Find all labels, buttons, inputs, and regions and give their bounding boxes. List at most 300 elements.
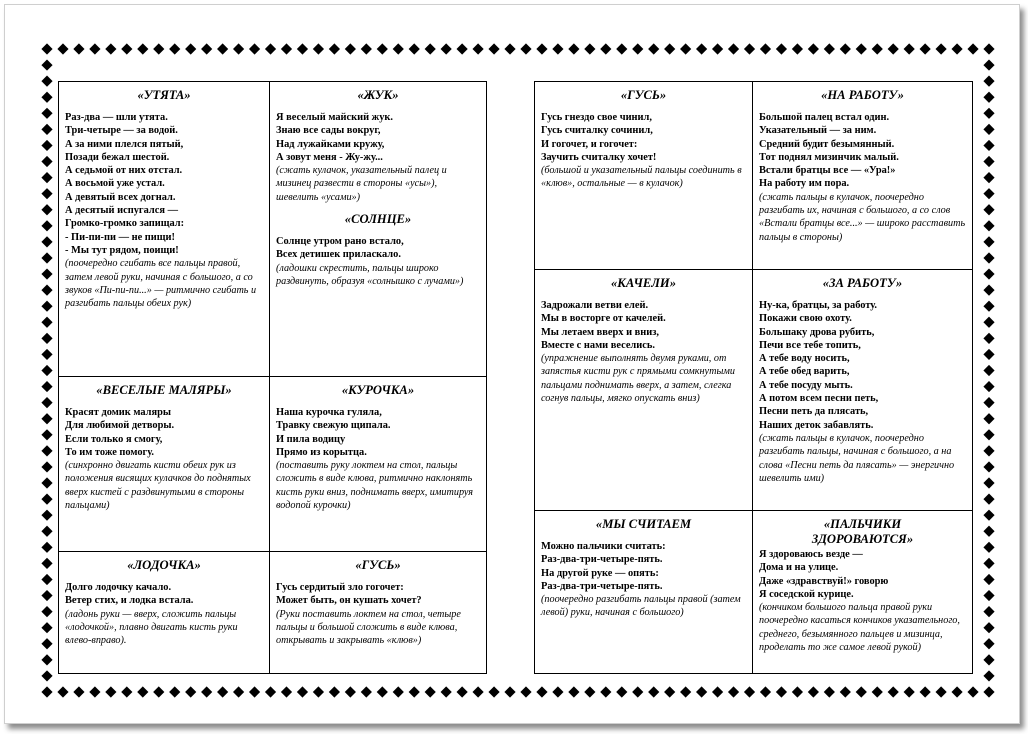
diamond-ornament (41, 429, 52, 440)
instruction-text: (поставить руку локтем на стол, пальцы сложить в виде клюва, ритмично наклонять кисть руки вниз, поднимать вверх, имитируя водопой курочки) (276, 460, 474, 512)
instruction-text: (ладошки скрестить, пальцы широко раздвинуть, образуя «солнышко с лучами») (276, 262, 464, 287)
card-lodochka (59, 552, 270, 674)
diamond-ornament (281, 43, 292, 54)
diamond-ornament (153, 43, 164, 54)
diamond-ornament (983, 606, 994, 617)
instruction-text: (поочередно сгибать все пальцы правой, затем левой руки, начиная с большого, а со звуков «Пи-пи-пи...» — ритмично сгибать и разгибать пальцы обеих рук) (65, 258, 257, 310)
diamond-ornament (41, 188, 52, 199)
diamond-ornament (872, 686, 883, 697)
diamond-ornament (89, 686, 100, 697)
diamond-ornament (568, 686, 579, 697)
poem-line: Наша курочка гуляла, (276, 407, 382, 418)
poem-line: Гусь сердитый зло гогочет: (276, 582, 404, 593)
diamond-ornament (41, 268, 52, 279)
instruction-text: (упражнение выполнять двумя руками, от запястья кисти рук с прямыми сомкнутыми пальцами поднимать вверх, а затем, слегка согнув пальцы, мягко опускать вниз) (541, 353, 735, 405)
diamond-ornament (712, 686, 723, 697)
poem-text (541, 540, 746, 593)
diamond-ornament (41, 622, 52, 633)
right-card-grid (534, 81, 973, 674)
diamond-ornament (983, 92, 994, 103)
diamond-ornament (951, 43, 962, 54)
poem-line: Над лужайками кружу, (276, 138, 385, 150)
diamond-ornament (983, 268, 994, 279)
diamond-ornament (967, 686, 978, 697)
diamond-ornament (616, 43, 627, 54)
diamond-ornament (536, 43, 547, 54)
poem-line: А девятый всех догнал. (65, 191, 176, 203)
diamond-ornament (824, 43, 835, 54)
instruction-text: (кончиком большого пальца правой руки поочередно касаться кончиков указательного, среднего, безымянного пальцев и мизинца, проделать то же самое левой рукой) (759, 602, 960, 654)
card-title: «ВЕСЕЛЫЕ МАЛЯРЫ» (96, 383, 232, 397)
poem-line: Даже «здравствуй!» говорю (759, 575, 889, 587)
diamond-ornament (393, 686, 404, 697)
diamond-ornament (936, 686, 947, 697)
poem-line: А тебе посуду мыть. (759, 379, 853, 391)
diamond-ornament (983, 236, 994, 247)
poem-line: Если только я смогу, (65, 433, 163, 445)
diamond-ornament (41, 236, 52, 247)
diamond-ornament (983, 638, 994, 649)
diamond-ornament (920, 43, 931, 54)
diamond-ornament (696, 43, 707, 54)
diamond-ornament (329, 686, 340, 697)
diamond-ornament (425, 43, 436, 54)
poem-line: Я соседской курице. (759, 588, 854, 600)
poem-line: Тот поднял мизинчик малый. (759, 151, 899, 163)
poem-text (276, 406, 480, 459)
poem-line: Песни петь да плясать, (759, 406, 869, 418)
diamond-ornament (983, 429, 994, 440)
diamond-ornament (393, 43, 404, 54)
poem-line: А десятый испугался — (65, 205, 178, 217)
poem-line: Указательный — за ним. (759, 125, 877, 137)
poem-line: Ветер стих, и лодка встала. (65, 595, 194, 607)
poem-line: - Пи-пи-пи — не пищи! (65, 231, 175, 243)
card-title: «УТЯТА» (137, 88, 191, 102)
diamond-ornament (983, 59, 994, 70)
card-zhuk (270, 82, 487, 377)
poem-line: И пила водицу (276, 433, 346, 445)
diamond-ornament (41, 365, 52, 376)
diamond-ornament (41, 172, 52, 183)
card-title-line: «ПАЛЬЧИКИ (823, 517, 902, 531)
diamond-ornament (41, 461, 52, 472)
diamond-ornament (983, 445, 994, 456)
poem-text (759, 111, 966, 191)
diamond-ornament (983, 461, 994, 472)
poem-line: Для любимой детворы. (65, 420, 175, 432)
poem-line: Можно пальчики считать: (541, 541, 666, 552)
diamond-ornament (536, 686, 547, 697)
poem-line: На другой руке — опять: (541, 567, 659, 579)
diamond-ornament (920, 686, 931, 697)
diamond-ornament (57, 43, 68, 54)
poem-line: Раз-два — шли утята. (65, 112, 168, 123)
diamond-ornament (329, 43, 340, 54)
diamond-ornament (201, 686, 212, 697)
poem-line: Я веселый майский жук. (276, 112, 394, 123)
diamond-ornament (265, 43, 276, 54)
poem-line: Печи все тебе топить, (759, 339, 861, 351)
diamond-ornament (904, 686, 915, 697)
diamond-ornament (983, 76, 994, 87)
card-na-rabotu (753, 82, 973, 270)
diamond-ornament (169, 686, 180, 697)
diamond-ornament (712, 43, 723, 54)
diamond-ornament (41, 285, 52, 296)
diamond-ornament (616, 686, 627, 697)
card-palchiki-zdorovayutsya (753, 511, 973, 674)
diamond-ornament (983, 654, 994, 665)
diamond-ornament (41, 108, 52, 119)
diamond-ornament (808, 43, 819, 54)
poem-line: То им тоже помогу. (65, 446, 155, 458)
poem-text (276, 111, 480, 164)
diamond-ornament (41, 638, 52, 649)
card-title (759, 517, 966, 547)
poem-line: А тебе воду носить, (759, 353, 850, 365)
diamond-ornament (951, 686, 962, 697)
poem-line: Прямо из корытца. (276, 446, 367, 458)
diamond-ornament (441, 43, 452, 54)
diamond-ornament (361, 686, 372, 697)
diamond-ornament (504, 686, 515, 697)
diamond-ornament (249, 43, 260, 54)
poem-line: А восьмой уже устал. (65, 178, 165, 190)
diamond-ornament (983, 590, 994, 601)
diamond-ornament (872, 43, 883, 54)
poem-line: И гогочет, и гогочет: (541, 138, 638, 150)
diamond-ornament (41, 397, 52, 408)
poem-line: Громко-громко запищал: (65, 218, 185, 230)
diamond-ornament (760, 43, 771, 54)
poem-line: Покажи свою охоту. (759, 313, 852, 325)
diamond-ornament (904, 43, 915, 54)
poem-line: Мы летаем вверх и вниз, (541, 326, 660, 338)
poem-line: Я здороваюсь везде — (759, 549, 863, 560)
poem-line: Всех детишек приласкало. (276, 249, 401, 261)
diamond-ornament (41, 494, 52, 505)
poem-line: Знаю все сады вокруг, (276, 125, 381, 137)
diamond-ornament (73, 43, 84, 54)
card-za-rabotu (753, 270, 973, 511)
diamond-ornament (776, 686, 787, 697)
diamond-ornament (41, 317, 52, 328)
diamond-ornament (552, 43, 563, 54)
diamond-ornament (648, 686, 659, 697)
diamond-ornament (41, 477, 52, 488)
diamond-ornament (983, 124, 994, 135)
poem-line: Позади бежал шестой. (65, 151, 170, 163)
poem-line: Встали братцы все — «Ура!» (759, 165, 896, 177)
diamond-ornament (983, 622, 994, 633)
diamond-ornament (41, 558, 52, 569)
diamond-ornament (680, 43, 691, 54)
diamond-ornament (89, 43, 100, 54)
diamond-ornament (41, 92, 52, 103)
diamond-ornament (983, 333, 994, 344)
diamond-ornament (792, 686, 803, 697)
diamond-ornament (840, 686, 851, 697)
diamond-ornament (983, 413, 994, 424)
poem-line: А седьмой от них отстал. (65, 165, 183, 177)
diamond-ornament (137, 43, 148, 54)
diamond-ornament (664, 43, 675, 54)
diamond-ornament (105, 686, 116, 697)
poem-line: Вместе с нами веселись. (541, 339, 655, 351)
card-kurochka (270, 377, 487, 552)
diamond-ornament (520, 43, 531, 54)
poem-line: Наших деток забавлять. (759, 419, 874, 431)
diamond-ornament (696, 686, 707, 697)
diamond-ornament (856, 43, 867, 54)
diamond-ornament (983, 108, 994, 119)
diamond-ornament (983, 477, 994, 488)
diamond-ornament (632, 686, 643, 697)
diamond-ornament (983, 285, 994, 296)
poem-text (541, 111, 746, 164)
poem-line: Ну-ка, братцы, за работу. (759, 300, 878, 311)
diamond-ornament (41, 686, 52, 697)
diamond-ornament (552, 686, 563, 697)
poem-line: А за ними плелся пятый, (65, 138, 184, 150)
diamond-ornament (983, 686, 994, 697)
diamond-ornament (57, 686, 68, 697)
diamond-ornament (680, 686, 691, 697)
diamond-ornament (488, 43, 499, 54)
diamond-ornament (983, 542, 994, 553)
diamond-ornament (41, 59, 52, 70)
diamond-ornament (137, 686, 148, 697)
diamond-ornament (983, 494, 994, 505)
card-my-schitaem (535, 511, 753, 674)
diamond-ornament (983, 301, 994, 312)
diamond-ornament (983, 670, 994, 681)
diamond-ornament (265, 686, 276, 697)
diamond-ornament (217, 43, 228, 54)
diamond-ornament (600, 43, 611, 54)
poem-line: Долго лодочку качало. (65, 582, 172, 593)
card-malyary (59, 377, 270, 552)
poem-line: Солнце утром рано встало, (276, 236, 404, 248)
card-gus-right (535, 82, 753, 270)
poem-line: Три-четыре — за водой. (65, 125, 178, 137)
diamond-ornament (504, 43, 515, 54)
diamond-ornament (233, 686, 244, 697)
diamond-ornament (983, 349, 994, 360)
poem-line: Гусь гнездо свое чинил, (541, 112, 652, 123)
diamond-ornament (41, 252, 52, 263)
card-utyata (59, 82, 270, 377)
diamond-ornament (41, 445, 52, 456)
diamond-ornament (776, 43, 787, 54)
poem-line: Заучить считалку хочет! (541, 151, 657, 163)
card-title: «ЛОДОЧКА» (127, 558, 201, 572)
poem-text (65, 406, 263, 459)
poem-text (65, 111, 263, 257)
diamond-ornament (153, 686, 164, 697)
diamond-ornament (983, 140, 994, 151)
diamond-ornament (808, 686, 819, 697)
poem-line: Дома и на улице. (759, 562, 839, 574)
card-title: «КАЧЕЛИ» (611, 276, 676, 290)
diamond-ornament (983, 558, 994, 569)
diamond-ornament (41, 301, 52, 312)
diamond-ornament (41, 349, 52, 360)
diamond-ornament (441, 686, 452, 697)
diamond-ornament (41, 542, 52, 553)
diamond-ornament (983, 188, 994, 199)
diamond-ornament (760, 686, 771, 697)
diamond-ornament (983, 172, 994, 183)
diamond-ornament (983, 156, 994, 167)
diamond-ornament (983, 381, 994, 392)
diamond-ornament (201, 43, 212, 54)
diamond-ornament (41, 526, 52, 537)
diamond-ornament (792, 43, 803, 54)
poem-line: Большой палец встал один. (759, 112, 890, 123)
diamond-ornament (728, 686, 739, 697)
diamond-ornament (345, 686, 356, 697)
diamond-ornament (281, 686, 292, 697)
diamond-ornament (488, 686, 499, 697)
poem-line: Красят домик маляры (65, 407, 171, 418)
poem-line: Большаку дрова рубить, (759, 326, 875, 338)
instruction-text: (синхронно двигать кисти обеих рук из положения висящих кулачков до поднятых вверх кистей с раздвинутыми в стороны пальцами) (65, 460, 251, 512)
poem-text (541, 299, 746, 352)
diamond-ornament (425, 686, 436, 697)
poem-text (759, 299, 966, 432)
diamond-ornament (983, 252, 994, 263)
diamond-ornament (983, 317, 994, 328)
card-title: «ГУСЬ» (620, 88, 667, 102)
poem-line: А зовут меня - Жу-жу... (276, 151, 383, 163)
diamond-ornament (520, 686, 531, 697)
card-title: «МЫ СЧИТАЕМ (595, 517, 692, 531)
diamond-ornament (233, 43, 244, 54)
poem-line: А тебе обед варить, (759, 366, 850, 378)
poem-text (759, 548, 966, 601)
diamond-ornament (41, 43, 52, 54)
diamond-ornament (584, 686, 595, 697)
poem-text (276, 581, 480, 608)
card-kacheli (535, 270, 753, 511)
diamond-ornament (824, 686, 835, 697)
diamond-ornament (313, 686, 324, 697)
diamond-ornament (121, 686, 132, 697)
card-title-line: ЗДОРОВАЮТСЯ» (811, 532, 914, 546)
diamond-ornament (41, 204, 52, 215)
diamond-ornament (983, 43, 994, 54)
diamond-ornament (297, 43, 308, 54)
card-title: «НА РАБОТУ» (821, 88, 904, 102)
diamond-ornament (105, 43, 116, 54)
diamond-ornament (983, 204, 994, 215)
diamond-ornament (185, 686, 196, 697)
diamond-ornament (41, 140, 52, 151)
diamond-ornament (217, 686, 228, 697)
instruction-text: (большой и указательный пальцы соединить в «клюв», остальные — в кулачок) (541, 165, 742, 190)
diamond-ornament (41, 124, 52, 135)
diamond-ornament (41, 381, 52, 392)
poem-text (276, 235, 480, 262)
diamond-ornament (121, 43, 132, 54)
diamond-ornament (409, 43, 420, 54)
diamond-ornament (568, 43, 579, 54)
poem-line: Задрожали ветви елей. (541, 300, 649, 311)
diamond-ornament (41, 76, 52, 87)
diamond-ornament (377, 686, 388, 697)
diamond-ornament (409, 686, 420, 697)
page-sheet (4, 4, 1020, 724)
card-title: «КУРОЧКА» (341, 383, 415, 397)
poem-line: А потом всем песни петь, (759, 393, 879, 405)
diamond-ornament (936, 43, 947, 54)
diamond-ornament (744, 686, 755, 697)
diamond-ornament (983, 574, 994, 585)
diamond-ornament (888, 43, 899, 54)
diamond-ornament (41, 670, 52, 681)
diamond-ornament (744, 43, 755, 54)
poem-text (65, 581, 263, 608)
card-title: «СОЛНЦЕ» (344, 212, 412, 227)
instruction-text: (поочередно разгибать пальцы правой (затем левой) руки, начиная с большого) (541, 594, 741, 619)
diamond-ornament (457, 43, 468, 54)
poem-line: - Мы тут рядом, поищи! (65, 244, 179, 256)
diamond-ornament (840, 43, 851, 54)
diamond-ornament (73, 686, 84, 697)
left-card-grid (58, 81, 487, 674)
diamond-ornament (41, 590, 52, 601)
diamond-ornament (41, 510, 52, 521)
diamond-ornament (472, 43, 483, 54)
diamond-ornament (185, 43, 196, 54)
diamond-ornament (41, 220, 52, 231)
diamond-ornament (377, 43, 388, 54)
instruction-text: (ладонь руки — вверх, сложить пальцы «лодочкой», плавно двигать кисть руки влево-вправо). (65, 608, 238, 647)
diamond-ornament (41, 156, 52, 167)
card-title: «ГУСЬ» (355, 558, 401, 572)
diamond-ornament (41, 654, 52, 665)
diamond-ornament (297, 686, 308, 697)
diamond-ornament (983, 220, 994, 231)
diamond-ornament (313, 43, 324, 54)
poem-line: Раз-два-три-четыре-пять. (541, 554, 663, 566)
card-gus-left (270, 552, 487, 674)
diamond-ornament (728, 43, 739, 54)
diamond-ornament (983, 397, 994, 408)
diamond-ornament (600, 686, 611, 697)
diamond-ornament (472, 686, 483, 697)
diamond-ornament (584, 43, 595, 54)
poem-line: Раз-два-три-четыре-пять. (541, 580, 663, 592)
diamond-ornament (41, 333, 52, 344)
instruction-text: (сжать кулачок, указательный палец и мизинец развести в стороны «усы»), шевелить «усами») (276, 165, 447, 203)
poem-line: Травку свежую щипала. (276, 420, 391, 432)
diamond-ornament (983, 365, 994, 376)
diamond-ornament (457, 686, 468, 697)
diamond-ornament (967, 43, 978, 54)
poem-line: Мы в восторге от качелей. (541, 313, 666, 325)
diamond-ornament (648, 43, 659, 54)
instruction-text: (сжать пальцы в кулачок, поочередно разгибать их, начиная с большого, а со слов «Встали братцы все...» — широко расставить пальцы в стороны) (759, 191, 966, 243)
diamond-ornament (856, 686, 867, 697)
diamond-ornament (664, 686, 675, 697)
diamond-ornament (41, 574, 52, 585)
diamond-ornament (249, 686, 260, 697)
instruction-text: (Руки поставить локтем на стол, четыре пальцы и большой сложить в виде клюва, открывать и закрывать «клюв») (276, 608, 461, 647)
card-title: «ЗА РАБОТУ» (822, 276, 903, 290)
